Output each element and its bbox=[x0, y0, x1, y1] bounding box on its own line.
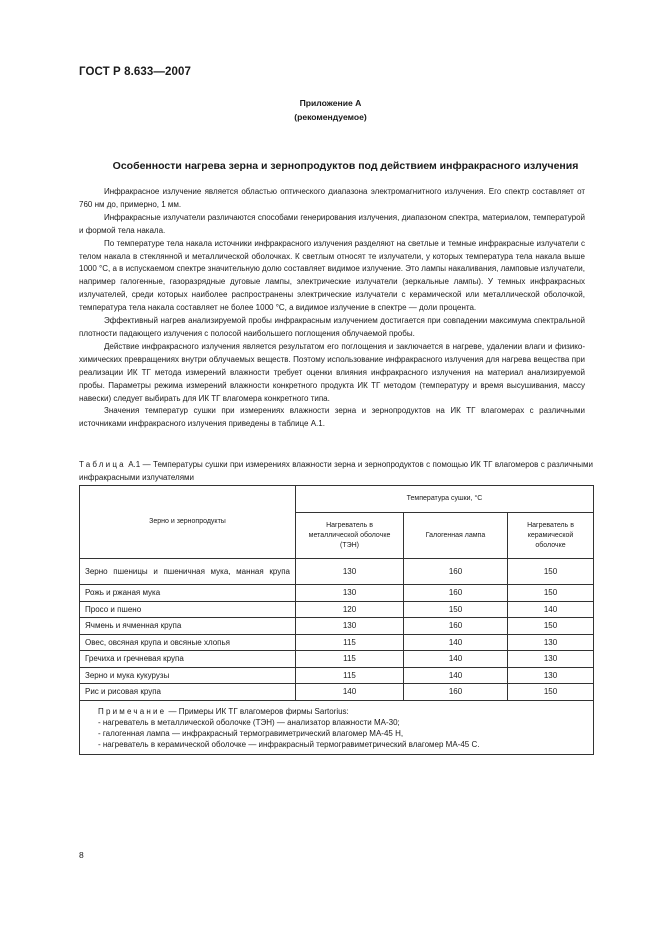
cell-ceramic: 140 bbox=[508, 601, 594, 618]
paragraph: Действие инфракрасного излучения является результатом его поглощения и заключается в нагреве, удалении влаги и физико-химических превращениях внутри облучаемых веществ. Поэтому использование инфракрасного излучения для нагрева вещества при реализации ИК ТГ метода измерений влажности требует оценки влияния инфракрасного излучения на материал анализируемой пробы. Параметры режима измерений влажности конкретного продукта ИК ТГ методом (температуру и время высушивания, массу навески) следует выбирать для ИК ТГ влагомера конкретного типа. bbox=[79, 341, 585, 403]
header-metal-heater: Нагреватель в металлической оболочке (ТЭН) bbox=[296, 513, 404, 559]
table-caption-word: Таблица bbox=[79, 460, 126, 469]
cell-product: Зерно и мука кукурузы bbox=[80, 667, 296, 684]
cell-product: Зерно пшеницы и пшеничная мука, манная крупа bbox=[80, 559, 296, 585]
table-row bbox=[80, 585, 594, 602]
cell-metal: 140 bbox=[296, 684, 404, 701]
note-line bbox=[98, 706, 585, 717]
paragraph: Инфракрасное излучение является областью оптического диапазона электромагнитного излучения. Его спектр составляет от 760 нм до, примерно, 1 мм. bbox=[79, 187, 585, 209]
cell-halogen: 160 bbox=[404, 618, 508, 635]
table-caption-text: А.1 — Температуры сушки при измерениях влажности зерна и зернопродуктов с помощью ИК ТГ влагомеров с различными инфракрасными излучателями bbox=[79, 460, 593, 482]
cell-product: Гречиха и гречневая крупа bbox=[80, 651, 296, 668]
paragraph: Эффективный нагрев анализируемой пробы инфракрасным излучением достигается при совпадении максимума спектральной плотности падающего излучения с полосой наибольшего поглощения облучаемой пробы. bbox=[79, 316, 585, 338]
table-row bbox=[80, 667, 594, 684]
body-text bbox=[79, 186, 585, 431]
section-title: Особенности нагрева зерна и зернопродуктов под действием инфракрасного излучения bbox=[112, 160, 579, 172]
table-row bbox=[80, 634, 594, 651]
header-ceramic-heater: Нагреватель в керамической оболочке bbox=[508, 513, 594, 559]
drying-temperature-table bbox=[79, 485, 594, 755]
table-row bbox=[80, 601, 594, 618]
header-product: Зерно и зернопродукты bbox=[80, 486, 296, 559]
note-line: - галогенная лампа — инфракрасный термогравиметрический влагомер МА-45 Н, bbox=[98, 728, 404, 738]
cell-halogen: 140 bbox=[404, 634, 508, 651]
cell-product: Ячмень и ячменная крупа bbox=[80, 618, 296, 635]
cell-metal: 115 bbox=[296, 667, 404, 684]
cell-metal: 130 bbox=[296, 618, 404, 635]
paragraph: Инфракрасные излучатели различаются способами генерирования излучения, диапазоном спектра, материалом, температурой и формой тела накала. bbox=[79, 212, 585, 235]
cell-halogen: 140 bbox=[404, 651, 508, 668]
cell-ceramic: 130 bbox=[508, 634, 594, 651]
cell-product: Рис и рисовая крупа bbox=[80, 684, 296, 701]
cell-metal: 130 bbox=[296, 585, 404, 602]
table-note-row bbox=[80, 700, 594, 754]
note-word: Примечание bbox=[98, 706, 167, 716]
table-note bbox=[80, 700, 594, 754]
cell-halogen: 150 bbox=[404, 601, 508, 618]
cell-metal: 115 bbox=[296, 651, 404, 668]
table-caption bbox=[79, 459, 593, 484]
appendix-label: Приложение А bbox=[299, 98, 362, 108]
cell-halogen: 160 bbox=[404, 684, 508, 701]
header-temperature-group: Температура сушки, °С bbox=[296, 486, 594, 513]
table-row bbox=[80, 651, 594, 668]
document-code: ГОСТ Р 8.633—2007 bbox=[79, 66, 191, 78]
cell-product: Рожь и ржаная мука bbox=[80, 585, 296, 602]
note-text: — Примеры ИК ТГ влагомеров фирмы Sartorius: bbox=[166, 706, 349, 716]
page-number: 8 bbox=[79, 850, 84, 860]
appendix-status: (рекомендуемое) bbox=[294, 112, 367, 122]
cell-metal: 115 bbox=[296, 634, 404, 651]
cell-metal: 130 bbox=[296, 559, 404, 585]
cell-ceramic: 150 bbox=[508, 559, 594, 585]
cell-ceramic: 150 bbox=[508, 684, 594, 701]
cell-ceramic: 130 bbox=[508, 667, 594, 684]
note-line: - нагреватель в керамической оболочке — инфракрасный термогравиметрический влагомер МА-45 С. bbox=[98, 739, 480, 749]
cell-ceramic: 150 bbox=[508, 585, 594, 602]
cell-halogen: 160 bbox=[404, 559, 508, 585]
table-row bbox=[80, 684, 594, 701]
header-halogen-lamp: Галогенная лампа bbox=[404, 513, 508, 559]
cell-product: Просо и пшено bbox=[80, 601, 296, 618]
paragraph: Значения температур сушки при измерениях влажности зерна и зернопродуктов на ИК ТГ влагомерах с различными источниками инфракрасного излучения приведены в таблице А.1. bbox=[79, 406, 585, 429]
cell-ceramic: 150 bbox=[508, 618, 594, 635]
cell-metal: 120 bbox=[296, 601, 404, 618]
cell-halogen: 160 bbox=[404, 585, 508, 602]
table-row bbox=[80, 559, 594, 585]
note-line: - нагреватель в металлической оболочке (ТЭН) — анализатор влажности МА-30; bbox=[98, 717, 400, 727]
cell-halogen: 140 bbox=[404, 667, 508, 684]
table-row bbox=[80, 618, 594, 635]
paragraph: По температуре тела накала источники инфракрасного излучения разделяют на светлые и темные инфракрасные излучатели с телом накала в стеклянной и металлической оболочках. К светлым относят те излучатели, у которых температура тела накала выше 1000 °С, а в испускаемом спектре значительную долю составляет видимое излучение. Это лампы накаливания, ламповые излучатели, например галогенные, газоразрядные дуговые лампы, электрические излучатели (зеркальные лампы). У темных инфракрасных излучателей, среди которых наиболее распространены электрические излучатели с керамической или металлической оболочкой, температура тела накала составляет не более 1000 °С, а видимое излучение в спектре — доли процента. bbox=[79, 238, 585, 313]
cell-ceramic: 130 bbox=[508, 651, 594, 668]
cell-product: Овес, овсяная крупа и овсяные хлопья bbox=[80, 634, 296, 651]
appendix-heading bbox=[0, 96, 661, 124]
